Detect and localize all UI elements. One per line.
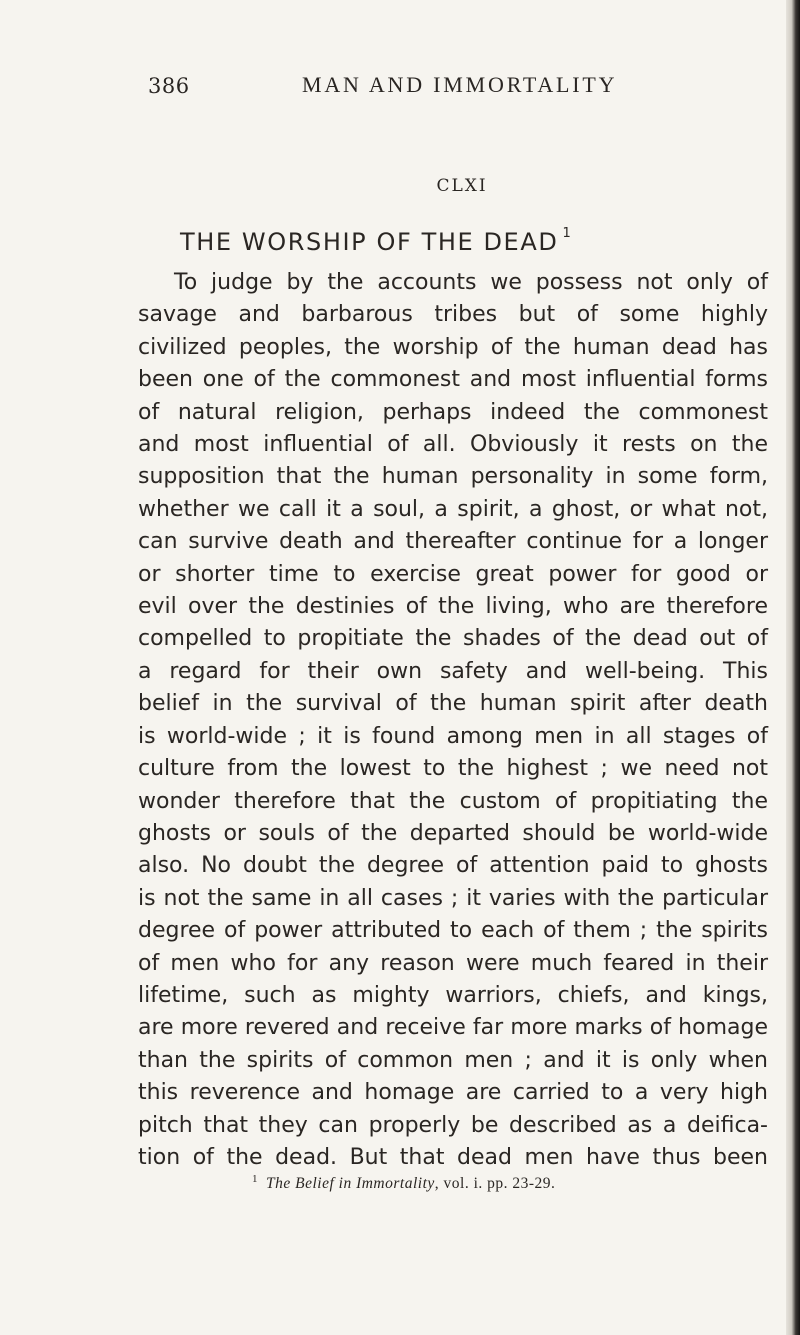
text-line: evil over the destinies of the living, who are therefore [138, 594, 768, 620]
running-title: MAN AND IMMORTALITY [302, 72, 618, 97]
text-line: culture from the lowest to the highest ; we need not [138, 756, 768, 782]
text-line: and most influential of all. Obviously it rests on the [138, 432, 768, 458]
text-line: civilized peoples, the worship of the human dead has [138, 334, 768, 360]
text-line: compelled to propitiate the shades of the dead out of [138, 626, 768, 652]
body-text [138, 267, 768, 1174]
text-line: lifetime, such as mighty warriors, chiefs, and kings, [138, 982, 768, 1008]
text-line: are more revered and receive far more marks of homage [138, 1015, 768, 1041]
text-line: of natural religion, perhaps indeed the commonest [138, 399, 768, 425]
text-line: this reverence and homage are carried to a very high [138, 1080, 768, 1106]
text-line: ghosts or souls of the departed should be world-wide [138, 820, 768, 846]
footnote-reference: 1 [562, 226, 573, 241]
text-line: is not the same in all cases ; it varies with the particular [138, 885, 768, 911]
footnote-book-title: The Belief in Immortality [266, 1175, 435, 1193]
text-line: a regard for their own safety and well-being. This [138, 658, 768, 684]
text-line: also. No doubt the degree of attention paid to ghosts [138, 853, 768, 879]
section-number: CLXI [436, 176, 488, 196]
text-line: belief in the survival of the human spirit after death [138, 691, 768, 717]
footnote-marker: 1 [252, 1173, 258, 1185]
text-line: is world-wide ; it is found among men in all stages of [138, 723, 768, 749]
footnote-citation: , vol. i. pp. 23-29. [434, 1175, 556, 1193]
text-line: To judge by the accounts we possess not only of [174, 270, 768, 295]
text-line: than the spirits of common men ; and it is only when [138, 1047, 768, 1073]
text-line: of men who for any reason were much feared in their [138, 950, 768, 976]
text-line: or shorter time to exercise great power for good or [138, 561, 768, 587]
text-line: wonder therefore that the custom of propitiating the [138, 788, 768, 814]
text-line: can survive death and thereafter continue for a longer [138, 529, 768, 555]
text-line: pitch that they can properly be described as a deifica- [138, 1112, 768, 1138]
text-line: supposition that the human personality in some form, [138, 464, 768, 490]
page-number: 386 [148, 74, 190, 98]
text-line: been one of the commonest and most influential forms [138, 367, 768, 393]
text-line: tion of the dead. But that dead men have thus been [138, 1144, 768, 1170]
chapter-title [180, 228, 572, 256]
text-line: whether we call it a soul, a spirit, a ghost, or what not, [138, 496, 768, 522]
text-line: degree of power attributed to each of them ; the spirits [138, 918, 768, 944]
chapter-title-text: THE WORSHIP OF THE DEAD [180, 228, 559, 256]
text-line: savage and barbarous tribes but of some highly [138, 302, 768, 328]
footnote [252, 1173, 555, 1193]
page-edge [786, 0, 800, 1335]
